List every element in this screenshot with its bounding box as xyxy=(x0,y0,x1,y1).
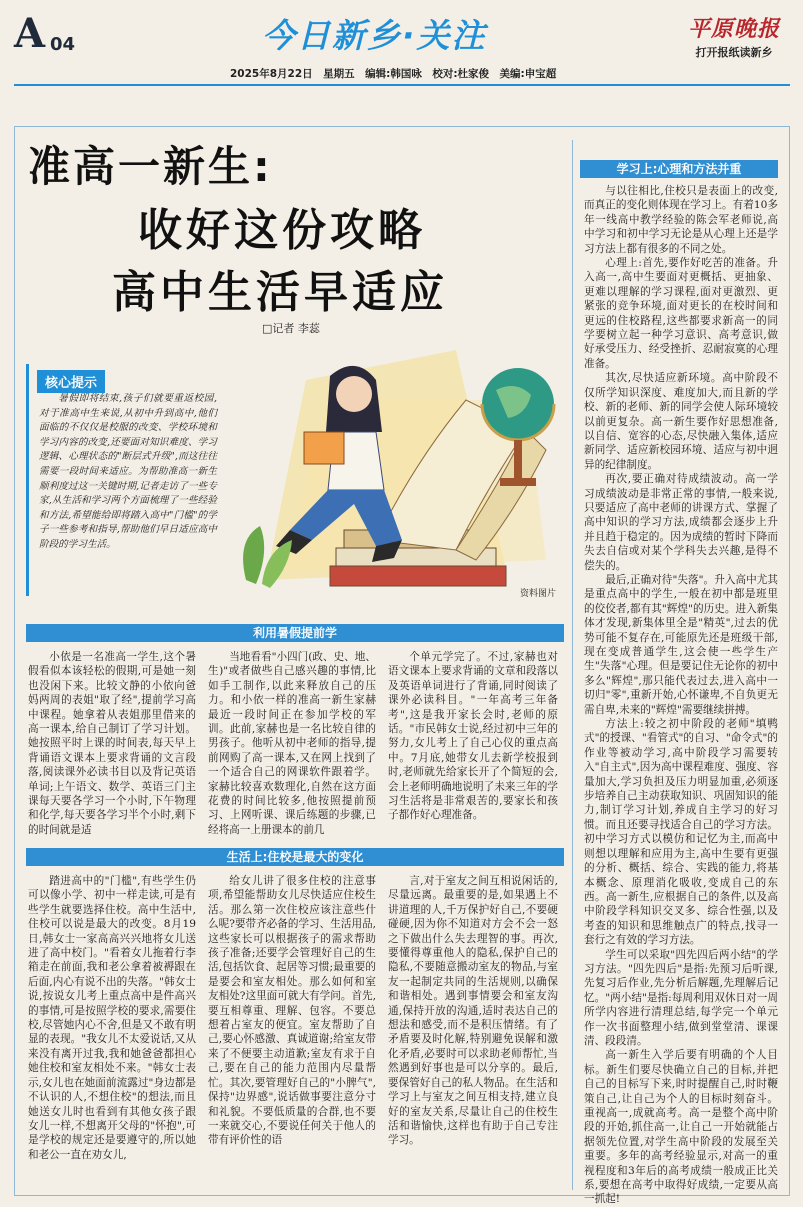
paragraph: 与以往相比,住校只是表面上的改变,而真正的变化则体现在学习上。有着10多年一线高中教学经验的陈会军老师说,高中学习和初中学习无论是从心理上还是学习方法上都有很多的不同之处。 xyxy=(584,185,778,255)
life-column-3 xyxy=(388,874,558,1188)
headline-line-1: 准高一新生: xyxy=(28,142,273,191)
paragraph: 方法上:较之初中阶段的老师"填鸭式"的授课、"看管式"的自习、"命令式"的作业等被动学习,高中阶段学习需要转入"自主式",因为高中课程难度、强度、容量加大,学习负担及压力明显加重,必须逐步培养自己主动获取知识、巩固知识的能力,制订学习计划,养成自主学习的好习惯。而且还要寻找适合自己的学习方法。初中学习方式以模仿和记忆为主,而高中则想以理解和应用为主,高中生要有更强的分析、概括、综合、实践的能力,将基本概念、原理消化吸收,变成自己的东西。高一新生,应根据自己的条件,以及高中阶段学科知识交叉多、综合性强,以及考查的知识和思维触点广的特点,找寻一套行之有效的学习方法。 xyxy=(584,718,778,947)
dateline: 2025年8月22日 星期五 编辑:韩国咏 校对:杜家俊 美编:申宝超 xyxy=(230,68,557,80)
paragraph: 再次,要正确对待成绩波动。高一学习成绩波动是非常正常的事情,一般来说,只要适应了高中老师的讲课方式、掌握了高中知识的学习方法,成绩都会逐步上升并且趋于稳定的。因为成绩的暂时下降而失去自信或对某个学科失去兴趣,是得不偿失的。 xyxy=(584,473,778,572)
life-column-1 xyxy=(28,874,196,1188)
paragraph: 小依是一名准高一学生,这个暑假看似本该轻松的假期,可是她一刻也没闲下来。比较文静的小依向爸妈两周的表姐"取了经",提前学习高中课程。她拿着从表姐那里借来的高一课本,给自己制订了学习计划。她按照平时上课的时间表,每天早上背诵语文课本上要求背诵的文言段落,阅读课外必读书目以及背记英语单词;上午语文、数学、英语三门主课每天要各学习一个小时,下午物理和化学,每天要各学习半个小时,剩下的时间就是适 xyxy=(28,651,196,836)
page-header xyxy=(0,0,803,86)
section-heading-life: 生活上:住校是最大的变化 xyxy=(26,848,564,866)
student-reading-illustration xyxy=(226,340,560,602)
page-letter: A xyxy=(14,10,46,57)
summer-column-2 xyxy=(208,650,376,834)
paragraph: 最后,正确对待"失落"。升入高中尤其是重点高中的学生,一般在初中都是班里的佼佼者,都有其"辉煌"的历史。进入新集体才发现,新集体里全是"精英",过去的优势可能不复存在,可能原先还是班级干部,现在变成普通学生,这会使一些学生产生"失落"心理。但是要记住无论你的初中多么"辉煌",那只能代表过去,进入高中一切归"零",重新开始,心怀谦卑,不自负更无需自卑,未来的"辉煌"需要继续拼搏。 xyxy=(584,573,778,716)
paragraph: 学生可以采取"四先四后两小结"的学习方法。"四先四后"是指:先预习后听课,先复习后作业,先分析后解题,先理解后记忆。"两小结"是指:每周利用双休日对一周所学内容进行清理总结,每学完一个单元作一次书面整理小结,做到堂堂清、课课清、段段清。 xyxy=(584,948,778,1047)
section-masthead: 今日新乡·关注 xyxy=(262,16,487,55)
summer-column-3 xyxy=(388,650,558,834)
headline-line-3: 高中生活早适应 xyxy=(112,267,448,318)
logo-name: 平原晚报 xyxy=(687,16,780,42)
summer-column-1 xyxy=(28,650,196,834)
key-tip-text: 暑假即将结束,孩子们就要重返校园,对于准高中生来说,从初中升到高中,他们面临的不仅仅是校服的改变、学校环境和学习内容的改变,还要面对知识难度、学习逻辑、心理状态的"断层式升级",而这往往需要一段时间来适应。为帮助准高一新生顺利度过这一关键时期,记者走访了一些专家,从生活和学习两个方面梳理了一些经验和方法,希望能给即将踏入高中"门槛"的学子一些参考和指导,帮助他们早日适应高中阶段的学习生活。 xyxy=(39,393,217,550)
paragraph: 言,对于室友之间互相说闲话的,尽量远离。最重要的是,如果遇上不讲道理的人,千万保护好自己,不要硬碰硬,因为你不知道对方会不会一怒之下做出什么失去理智的事。再次,要懂得尊重他人的隐私,保护自己的隐私,不要随意搬动室友的物品,与室友一起制定共同的生活规则,以确保和谐相处。遇到事情要会和室友沟通,保持开放的沟通,适时表达自己的想法和感受,而不是积压情绪。有了矛盾要及时化解,特别避免误解和激化矛盾,必要时可以求助老师帮忙,当然遇到好事也是可以分享的。最后,要保管好自己的私人物品。在生活和学习上与室友之间互相支持,建立良好的室友关系,尽量让自己的住校生活和谐愉快,这样也有助于自己专注学习。 xyxy=(388,875,558,1147)
key-tip-box xyxy=(26,364,225,596)
photo-credit: 资料图片 xyxy=(520,589,557,599)
life-column-2 xyxy=(208,874,376,1188)
section-heading-study: 学习上:心理和方法并重 xyxy=(580,160,778,178)
section-heading-summer: 利用暑假提前学 xyxy=(26,624,564,642)
column-divider xyxy=(572,140,573,1190)
paragraph: 个单元学完了。不过,家赫也对语文课本上要求背诵的文章和段落以及英语单词进行了背诵,同时阅读了课外必读科目。"一年高考三年备考",这是我开家长会时,老师的原话。"市民韩女士说,经过初中三年的努力,女儿考上了自己心仪的重点高中。7月底,她带女儿去新学校报到时,老师就先给家长开了个简短的会,会上老师明确地说明了未来三年的学习生活将是非常艰苦的,要家长和孩子都作好心理准备。 xyxy=(388,651,558,822)
logo-tagline: 打开报纸读新乡 xyxy=(695,46,773,59)
headline-line-2: 收好这份攻略 xyxy=(138,205,426,256)
right-column-text xyxy=(584,184,778,1206)
paragraph: 高一新生入学后要有明确的个人目标。新生们要尽快确立自己的目标,并把自己的目标写下来,时时提醒自己,时时鞭策自己,让自己为个人的目标时刻奋斗。重视高一,成就高考。高一是整个高中阶段的开始,抓住高一,让自己一开始就能占据领先位置,对学生高中阶段的发展至关重要。多年的高考经验显示,对高一的重视程度和3年后的高考成绩一般成正比关系,要想在高考中取得好成绩,一定要从高一抓起! xyxy=(584,1049,778,1206)
paragraph: 踏进高中的"门槛",有些学生仍可以像小学、初中一样走读,可是有些学生就要选择住校。高中生活中,住校可以说是最大的改变。8月19日,韩女士一家高高兴兴地将女儿送进了高中校门。"看着女儿拖着行李箱走在前面,我和老公拿着被褥跟在后面,内心有说不出的失落。"韩女士说,按说女儿考上重点高中是件高兴的事情,可是按照学校的要求,需要住校,尽管她内心不舍,但是又不敢有明显的表现。"我女儿不太爱说话,又从来没有离开过我,我和她爸爸都担心她住校和室友相处不来。"韩女士表示,女儿也在她面前流露过"身边都是不认识的人,不想住校"的想法,而且她送女儿时也看到有其他女孩子跟女儿一样,不想离开父母的"怀抱",可是学校的规定还是要遵守的,所以她和老公一直在劝女儿, xyxy=(28,875,196,1161)
page-number: 04 xyxy=(50,34,76,55)
byline: □记者 李蕊 xyxy=(262,322,320,335)
paragraph: 心理上:首先,要作好吃苦的准备。升入高一,高中生要面对更概括、更抽象、更难以理解的学习课程,面对更激烈、更紧张的竞争环境,面对更长的在校时间和更远的住校路程,这些都要求新高一的同学要树立起一种学习意识、高考意识,做好承受压力、经受挫折、忍耐寂寞的心理准备。 xyxy=(584,257,778,370)
newspaper-logo xyxy=(680,12,788,60)
key-tip-label: 核心提示 xyxy=(37,370,105,393)
header-rule xyxy=(14,84,790,86)
paragraph: 其次,尽快适应新环境。高中阶段不仅所学知识深度、难度加大,而且新的学校、新的老师、新的同学会使人际环境较以前更复杂。高一新生要作好思想准备,以自信、宽容的心态,尽快融入集体,适应新同学、适应新校园环境、适应与初中迥异的纪律制度。 xyxy=(584,372,778,471)
paragraph: 给女儿讲了很多住校的注意事项,希望能帮助女儿尽快适应住校生活。那么第一次住校应该注意些什么呢?要带齐必备的学习、生活用品,这些家长可以根据孩子的需求帮助孩子准备;还要学会管理好自己的生活,包括饮食、起居等习惯;最重要的是要会和室友相处。那么如何和室友相处?这里面可就大有学问。首先,要互相尊重、理解、包容。不要总想着占室友的便宜。室友帮助了自己,要心怀感激、真诚道谢;给室友带来了不便要主动道歉;室友有求于自己,要在自己的能力范围内尽量帮忙。其次,要管理好自己的"小脾气",保持"边界感",说话做事要注意分寸和礼貌。不要低质量的合群,也不要一来就交心,不要说任何关于他人的带有评价性的语 xyxy=(208,875,376,1147)
paragraph: 当地看看"小四门(政、史、地、生)"或者做些自己感兴趣的事情,比如手工制作,以此来释放自己的压力。和小依一样的准高一新生家赫最近一段时间正在参加学校的军训。此前,家赫也是一名比较自律的男孩子。他听从初中老师的指导,提前网购了高一课本,又在网上找到了一个适合自己的网课软件跟着学。家赫比较喜欢数理化,自然在这方面花费的时间比较多,他按照提前预习、上网听课、课后练题的步骤,已经将高一上册课本的前几 xyxy=(208,651,376,836)
